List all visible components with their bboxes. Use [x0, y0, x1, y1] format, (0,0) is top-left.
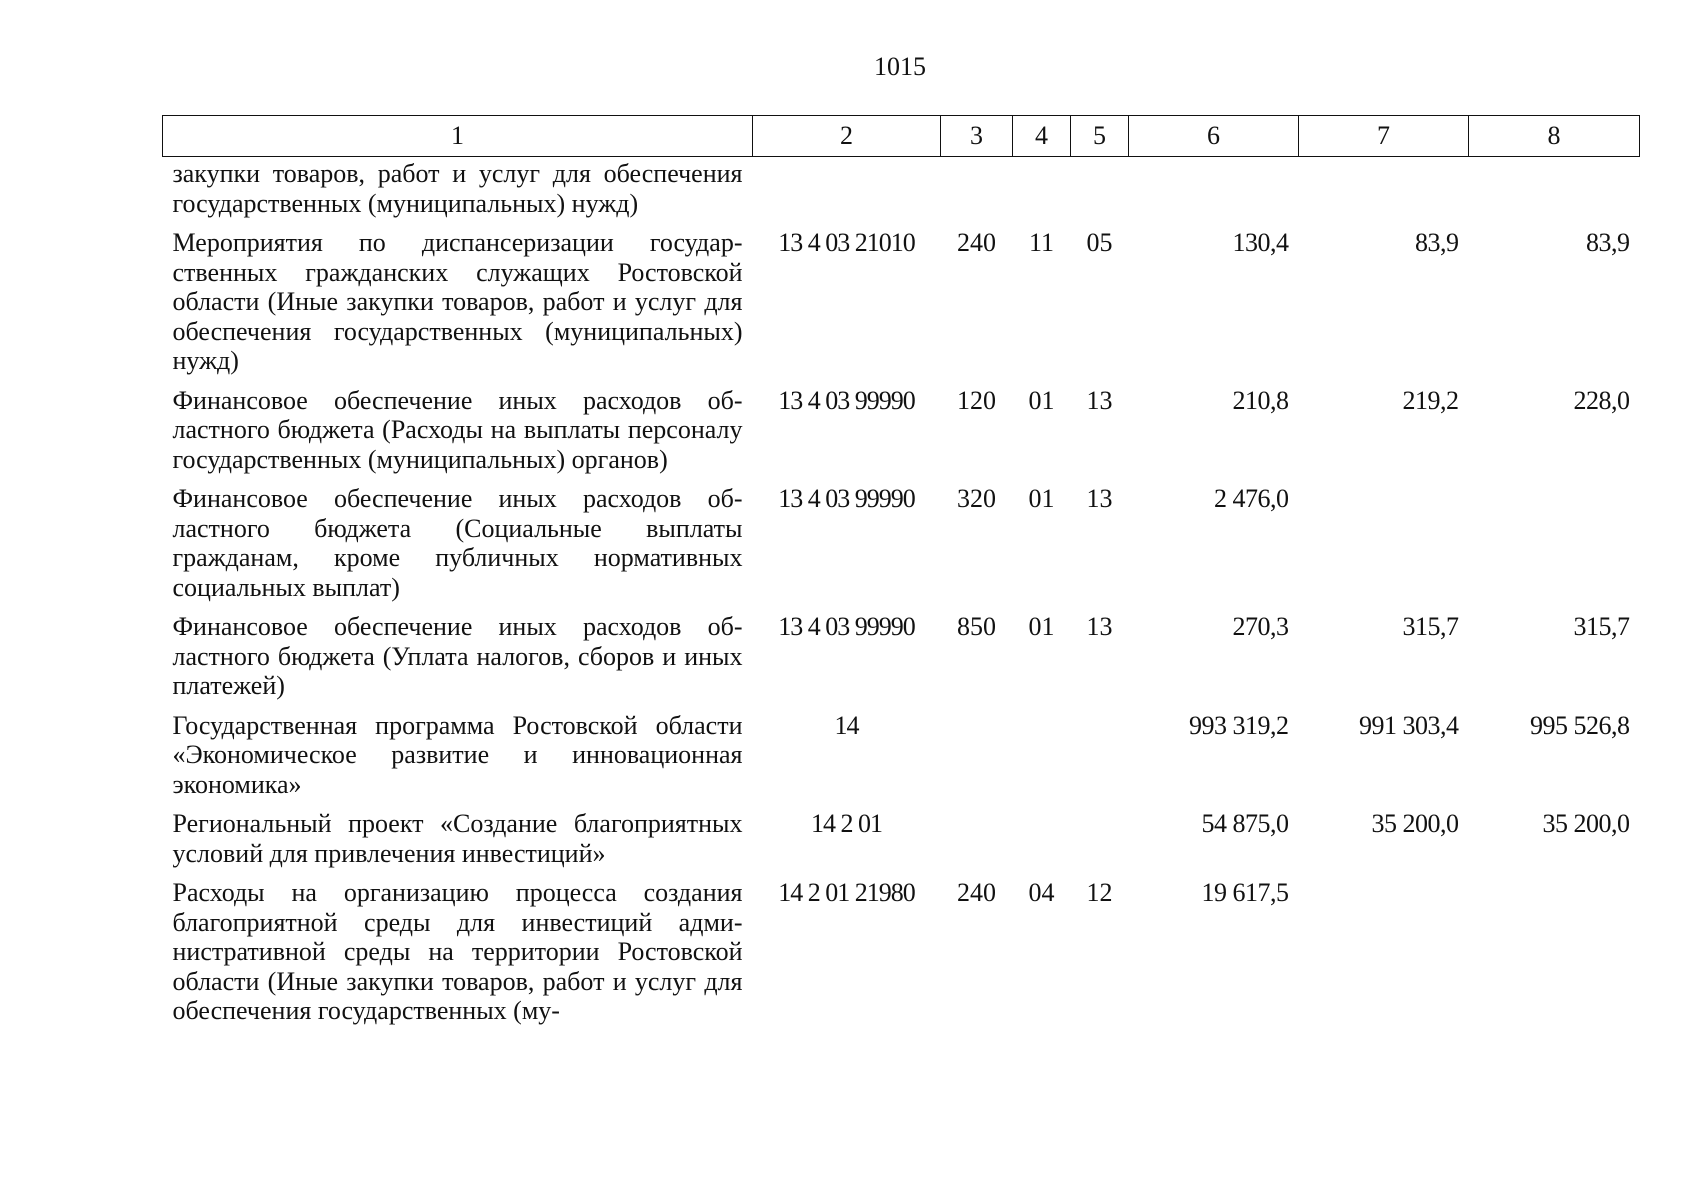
column-header-7: 7: [1299, 116, 1469, 157]
row-vr: 120: [957, 385, 996, 415]
row-amount-3: [1469, 868, 1640, 1026]
row-vr: [941, 799, 1013, 868]
row-name: Региональный проект «Создание благоприятных условий для привлечения инвестиций»: [172, 809, 743, 868]
row-name: Государственная программа Ростовской области «Экономическое развитие и инновационная экономика»: [172, 710, 743, 799]
row-code: 14 2 01 21980: [778, 878, 915, 907]
table-row: [163, 157, 1640, 219]
table-header: [163, 116, 1640, 157]
row-amount-2: [1299, 474, 1469, 602]
row-amount-1: 210,8: [1232, 385, 1289, 415]
row-pr: [1071, 157, 1129, 219]
header-row: [163, 116, 1640, 157]
row-vr: 240: [957, 228, 996, 257]
row-amount-3: 35 200,0: [1542, 809, 1630, 838]
row-code: [753, 157, 941, 219]
row-code: 13 4 03 99990: [778, 612, 915, 641]
row-amount-2: [1299, 868, 1469, 1026]
table-row: [163, 474, 1640, 602]
row-amount-2: 991 303,4: [1359, 710, 1459, 740]
row-amount-3: 83,9: [1586, 228, 1630, 257]
row-vr: 320: [957, 484, 996, 513]
table-body: [163, 157, 1640, 1026]
row-vr: [941, 701, 1013, 800]
row-name: Финансовое обеспечение иных расходов областного бюджета (Уплата налогов, сборов и иных платежей): [172, 612, 743, 700]
table-row: [163, 376, 1640, 475]
row-amount-3: 228,0: [1573, 385, 1630, 415]
row-pr: [1071, 799, 1129, 868]
column-header-4: 4: [1013, 116, 1071, 157]
row-amount-1: 19 617,5: [1201, 878, 1289, 907]
row-amount-3: 315,7: [1573, 612, 1630, 641]
row-amount-1: 2 476,0: [1214, 484, 1289, 513]
row-amount-3: [1469, 157, 1640, 219]
row-amount-2: [1299, 157, 1469, 219]
row-vr: [941, 157, 1013, 219]
table-row: [163, 218, 1640, 376]
row-rz: [1013, 157, 1071, 219]
row-name: Финансовое обеспечение иных расходов областного бюджета (Расходы на выплаты персоналу государственных (муниципальных) органов): [172, 385, 743, 474]
table-row: [163, 701, 1640, 800]
row-code: 13 4 03 99990: [778, 385, 915, 415]
row-code: 13 4 03 21010: [778, 228, 915, 257]
column-header-5: 5: [1071, 116, 1129, 157]
row-pr: 05: [1086, 228, 1113, 257]
table-row: [163, 799, 1640, 868]
row-pr: 13: [1086, 385, 1113, 415]
row-name: Финансовое обеспечение иных расходов областного бюджета (Социальные выплаты гражданам, кроме публичных нормативных социальных выплат): [172, 484, 743, 602]
row-amount-1: 270,3: [1232, 612, 1289, 641]
column-header-8: 8: [1469, 116, 1640, 157]
row-amount-2: 219,2: [1402, 385, 1459, 415]
row-amount-1: 993 319,2: [1189, 710, 1289, 740]
row-amount-1: 130,4: [1232, 228, 1289, 257]
row-rz: 11: [1028, 228, 1055, 257]
row-amount-2: 315,7: [1402, 612, 1459, 641]
row-amount-2: 83,9: [1415, 228, 1459, 257]
row-code: 14 2 01: [811, 809, 882, 838]
budget-table: [162, 115, 1640, 1026]
row-amount-1: [1129, 157, 1299, 219]
row-amount-3: 995 526,8: [1530, 710, 1630, 740]
row-rz: [1013, 701, 1071, 800]
row-pr: 13: [1086, 484, 1113, 513]
row-name: Мероприятия по диспансеризации государственных гражданских служащих Ростовской области (Иные закупки товаров, работ и услуг для обеспечения государственных (муниципальных) нужд): [172, 228, 743, 375]
row-vr: 240: [957, 878, 996, 907]
row-name: закупки товаров, работ и услуг для обеспечения государственных (муниципальных) нужд): [172, 159, 743, 218]
row-pr: 13: [1086, 612, 1113, 641]
row-code: 14: [834, 710, 859, 740]
row-rz: 01: [1028, 385, 1055, 415]
row-pr: 12: [1086, 878, 1113, 907]
column-header-1: 1: [163, 116, 753, 157]
column-header-6: 6: [1129, 116, 1299, 157]
table-row: [163, 602, 1640, 701]
row-vr: 850: [957, 612, 996, 641]
row-rz: 04: [1028, 878, 1055, 907]
row-code: 13 4 03 99990: [778, 484, 915, 513]
table-row: [163, 868, 1640, 1026]
row-rz: 01: [1028, 484, 1055, 513]
column-header-2: 2: [753, 116, 941, 157]
row-amount-2: 35 200,0: [1371, 809, 1459, 838]
page-number: 1015: [874, 52, 926, 81]
row-rz: 01: [1028, 612, 1055, 641]
row-amount-1: 54 875,0: [1201, 809, 1289, 838]
row-amount-3: [1469, 474, 1640, 602]
row-name: Расходы на организацию процесса создания благоприятной среды для инвестиций административной среды на территории Ростовской области (Иные закупки товаров, работ и услуг для обеспечения государственных (му-: [172, 878, 743, 1025]
column-header-3: 3: [941, 116, 1013, 157]
row-pr: [1071, 701, 1129, 800]
row-rz: [1013, 799, 1071, 868]
